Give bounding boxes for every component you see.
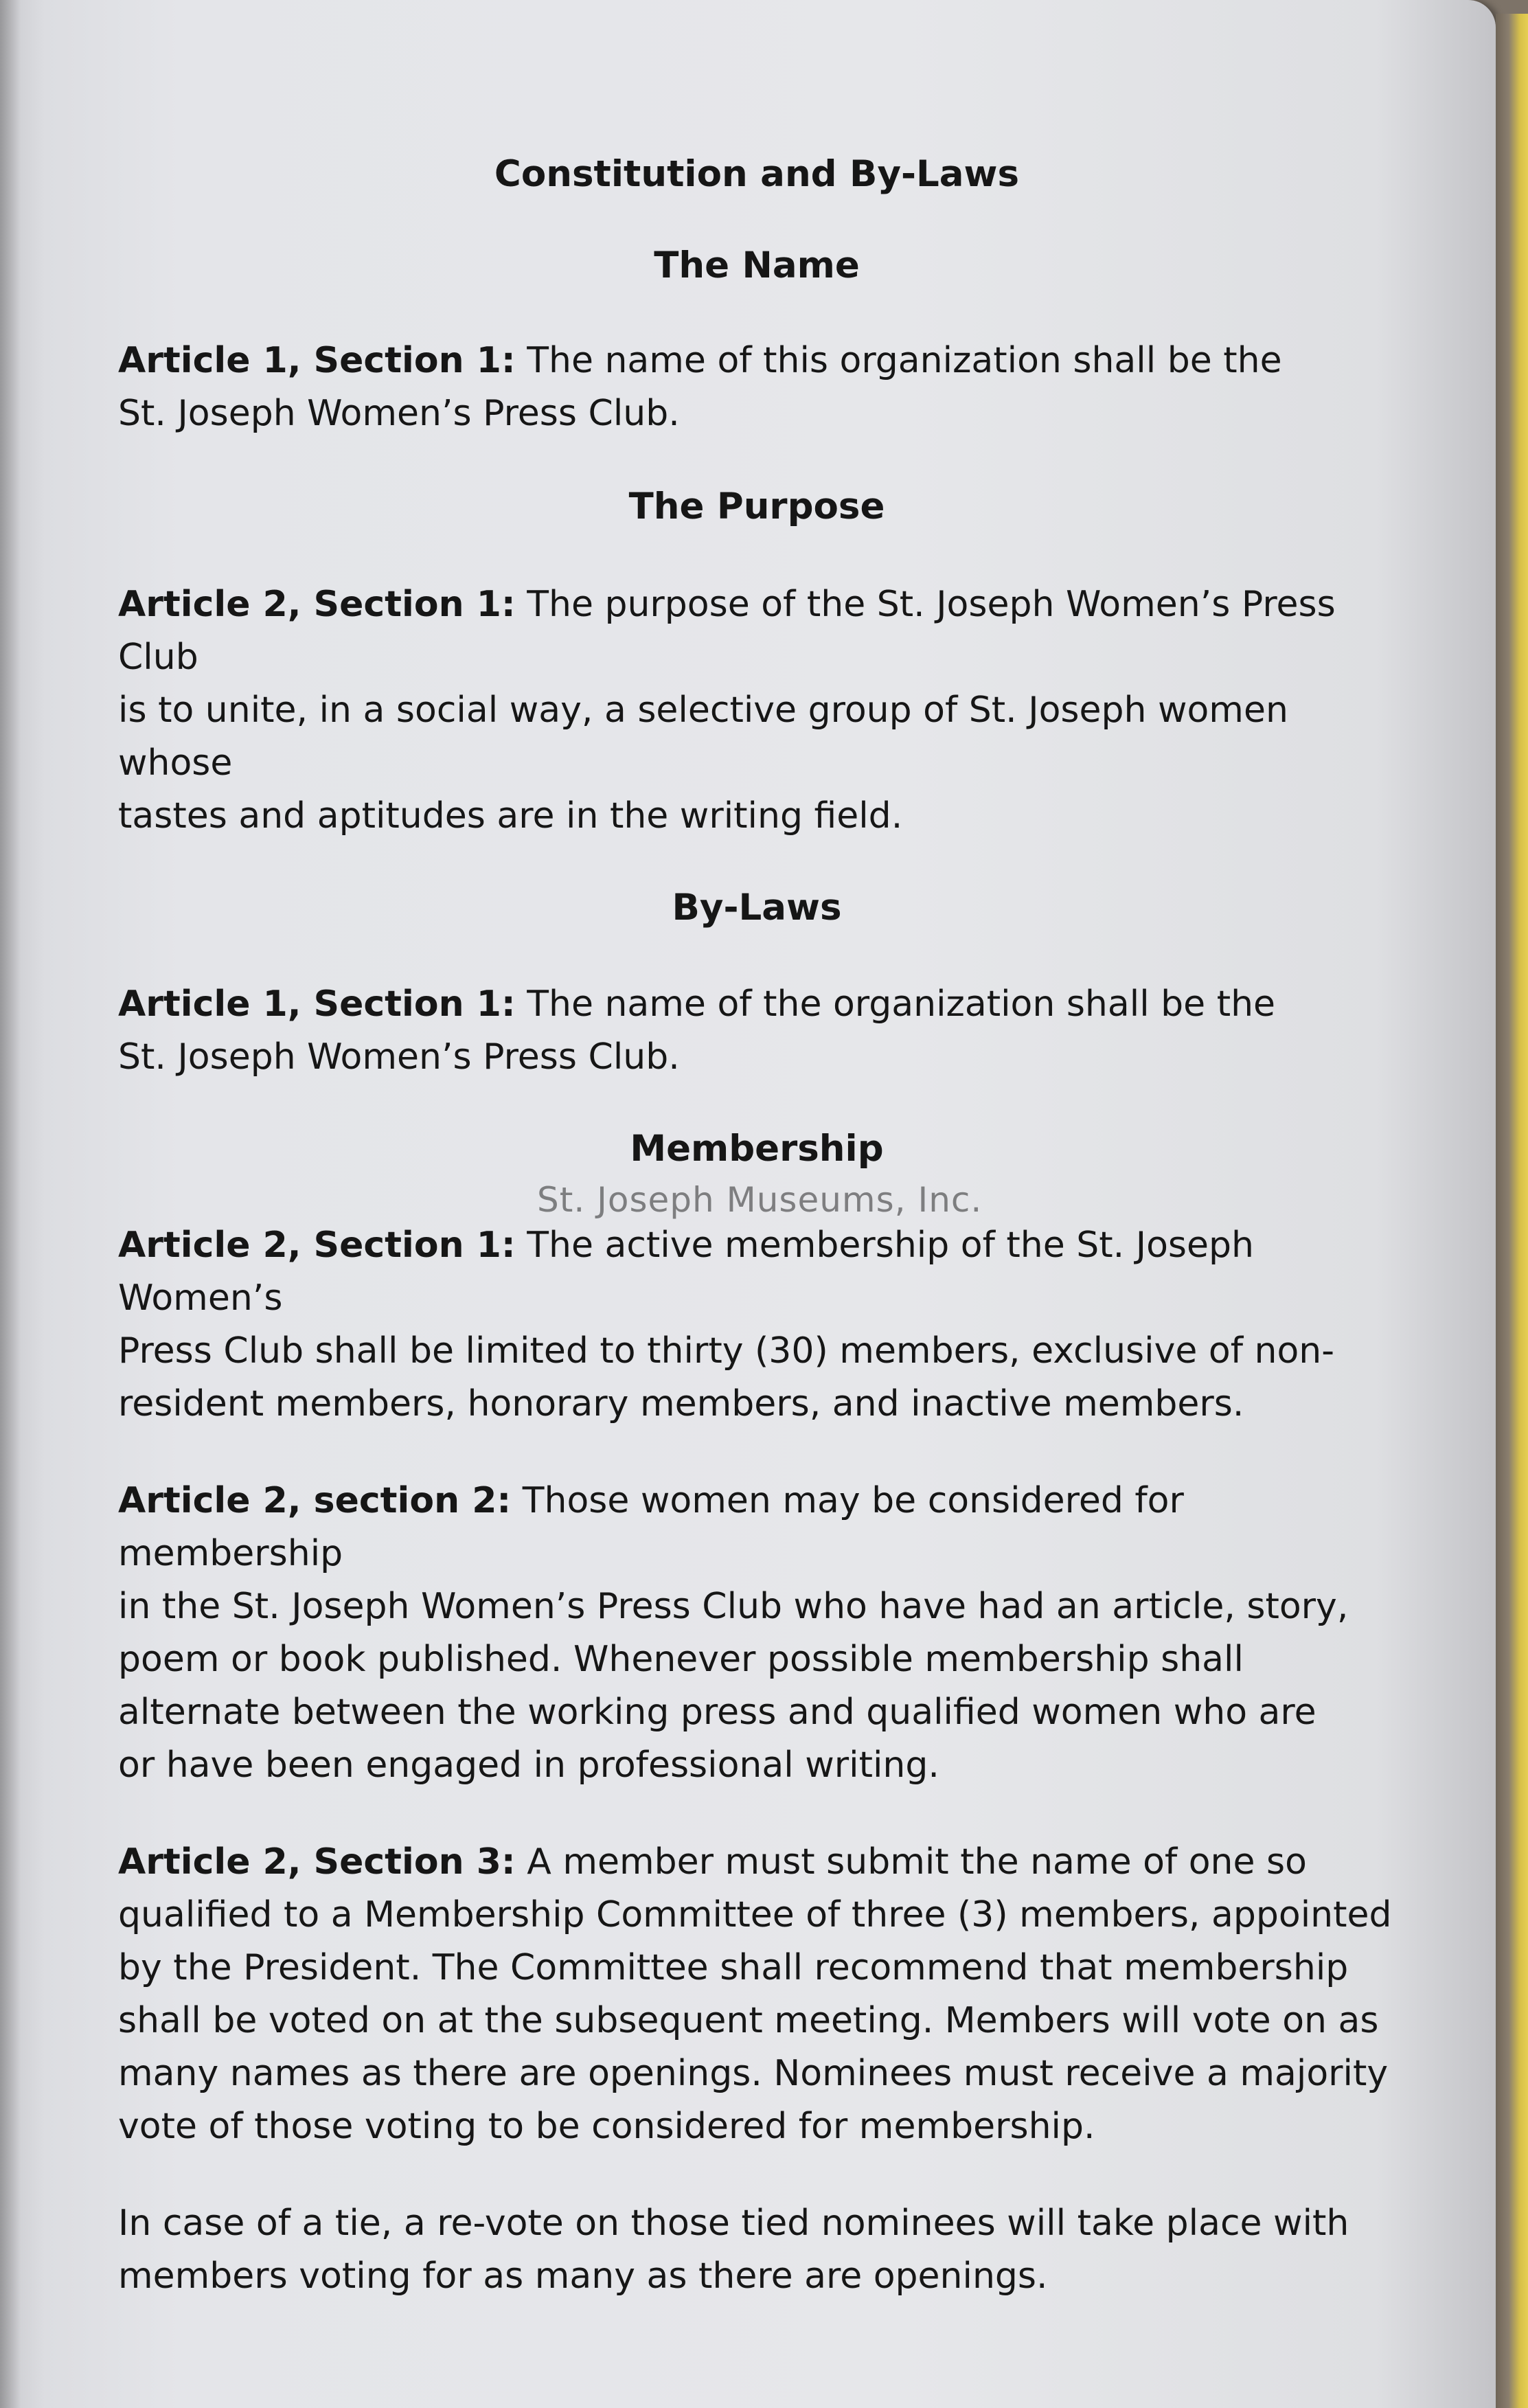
article-label: Article 2, Section 1: bbox=[118, 584, 516, 625]
page-edge bbox=[1496, 14, 1528, 2408]
article-label: Article 1, Section 1: bbox=[118, 340, 516, 381]
paragraph-gap bbox=[118, 1431, 1395, 1475]
document-body bbox=[118, 148, 1395, 2303]
membership-article-3 bbox=[118, 1836, 1395, 2153]
article-text: A member must submit the name of one so qualified to a Membership Committee of three (3) members, appointed by the President. The Committee shall recommend that membership shall be voted on at the subsequent meeting. Members will vote on as many names as there are openings. Nominees must receive a majority vote of those voting to be considered for membership. bbox=[118, 1841, 1392, 2147]
bylaws-article bbox=[118, 978, 1395, 1084]
article-text: The name of this organization shall be the St. Joseph Women’s Press Club. bbox=[118, 340, 1282, 434]
watermark: St. Joseph Museums, Inc. bbox=[537, 1180, 983, 1220]
purpose-article bbox=[118, 578, 1395, 843]
membership-article-2 bbox=[118, 1475, 1395, 1792]
article-label: Article 2, Section 1: bbox=[118, 1225, 516, 1266]
article-text: Those women may be considered for membership in the St. Joseph Women’s Press Club who have had an article, story, poem or book published. Whenever possible membership shall alternate between the working press and qualified women who are or have been engaged in professional writing. bbox=[118, 1480, 1349, 1786]
article-text: The active membership of the St. Joseph Women’s Press Club shall be limited to thirty (30) members, exclusive of non- resident members, honorary members, and inactive members. bbox=[118, 1225, 1335, 1424]
membership-article-1 bbox=[118, 1219, 1395, 1431]
heading-the-purpose: The Purpose bbox=[628, 486, 885, 527]
heading-membership: Membership bbox=[630, 1128, 884, 1170]
heading-the-name: The Name bbox=[654, 245, 860, 286]
article-label: Article 2, section 2: bbox=[118, 1480, 512, 1521]
heading-by-laws: By-Laws bbox=[672, 887, 842, 929]
name-article bbox=[118, 334, 1395, 440]
tie-paragraph: In case of a tie, a re-vote on those tied nominees will take place with members voting for as many as there are openings. bbox=[118, 2203, 1349, 2297]
article-label: Article 2, Section 3: bbox=[118, 1841, 516, 1883]
document-title: Constitution and By-Laws bbox=[494, 153, 1020, 195]
article-label: Article 1, Section 1: bbox=[118, 984, 516, 1025]
article-text: The purpose of the St. Joseph Women’s Press Club is to unite, in a social way, a selective group of St. Joseph women whose tastes and aptitudes are in the writing field. bbox=[118, 584, 1336, 837]
paragraph-gap bbox=[118, 2153, 1395, 2197]
paragraph-gap bbox=[118, 1792, 1395, 1836]
binding-shadow bbox=[0, 0, 21, 2408]
article-text: The name of the organization shall be the St. Joseph Women’s Press Club. bbox=[118, 984, 1276, 1078]
